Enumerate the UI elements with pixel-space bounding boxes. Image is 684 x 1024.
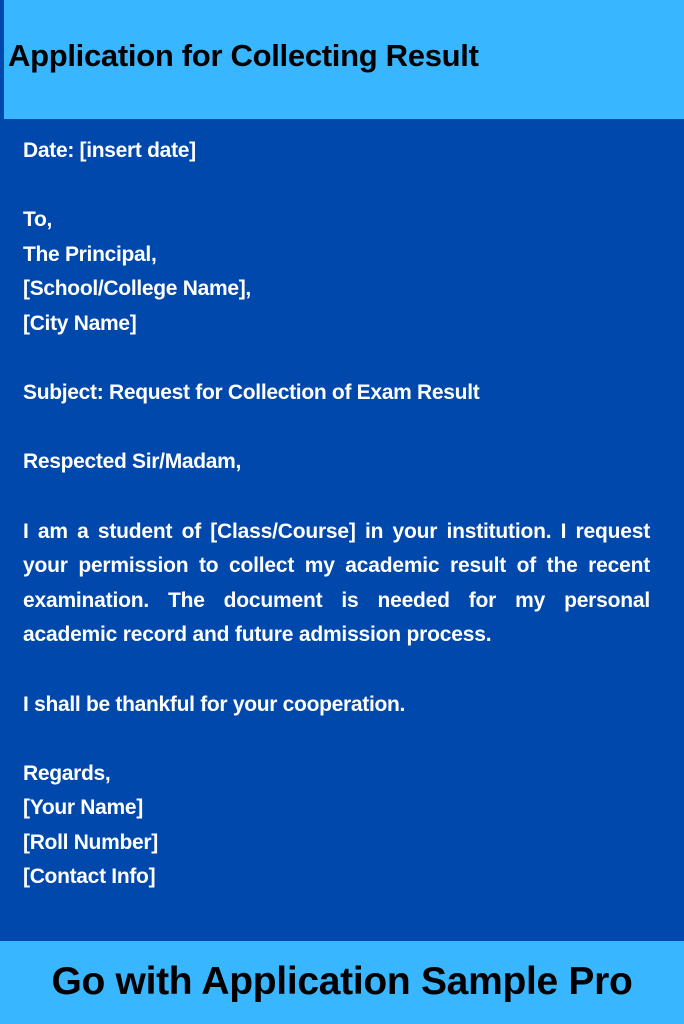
letter-school: [School/College Name], bbox=[23, 277, 251, 301]
footer-banner bbox=[0, 941, 684, 1024]
page-title: Application for Collecting Result bbox=[8, 38, 479, 73]
letter-sender-name: [Your Name] bbox=[23, 796, 143, 820]
letter-body-paragraph: I am a student of [Class/Course] in your institution. I request your permission to collect my academic result of the recent examination. The document is needed for my personal academic record and future admission process. bbox=[23, 519, 650, 647]
spacer bbox=[23, 653, 650, 688]
spacer bbox=[23, 722, 650, 757]
letter-date: Date: [insert date] bbox=[23, 139, 196, 162]
footer-text: Go with Application Sample Pro bbox=[51, 960, 633, 1003]
header-banner bbox=[0, 0, 684, 119]
letter-to: To, bbox=[23, 208, 53, 232]
letter-roll-number: [Roll Number] bbox=[23, 830, 158, 854]
spacer bbox=[23, 411, 650, 446]
spacer bbox=[23, 342, 650, 377]
spacer bbox=[23, 169, 650, 204]
spacer bbox=[23, 480, 650, 515]
letter-thanks: I shall be thankful for your cooperation. bbox=[23, 692, 406, 716]
letter-city: [City Name] bbox=[23, 311, 137, 335]
header-edge-accent bbox=[0, 0, 4, 119]
letter-contact-info: [Contact Info] bbox=[23, 865, 156, 889]
letter-subject: Subject: Request for Collection of Exam Result bbox=[23, 381, 480, 405]
letter-recipient: The Principal, bbox=[23, 242, 157, 266]
letter-body bbox=[23, 134, 650, 895]
letter-closing: Regards, bbox=[23, 761, 111, 785]
letter-salutation: Respected Sir/Madam, bbox=[23, 450, 242, 474]
